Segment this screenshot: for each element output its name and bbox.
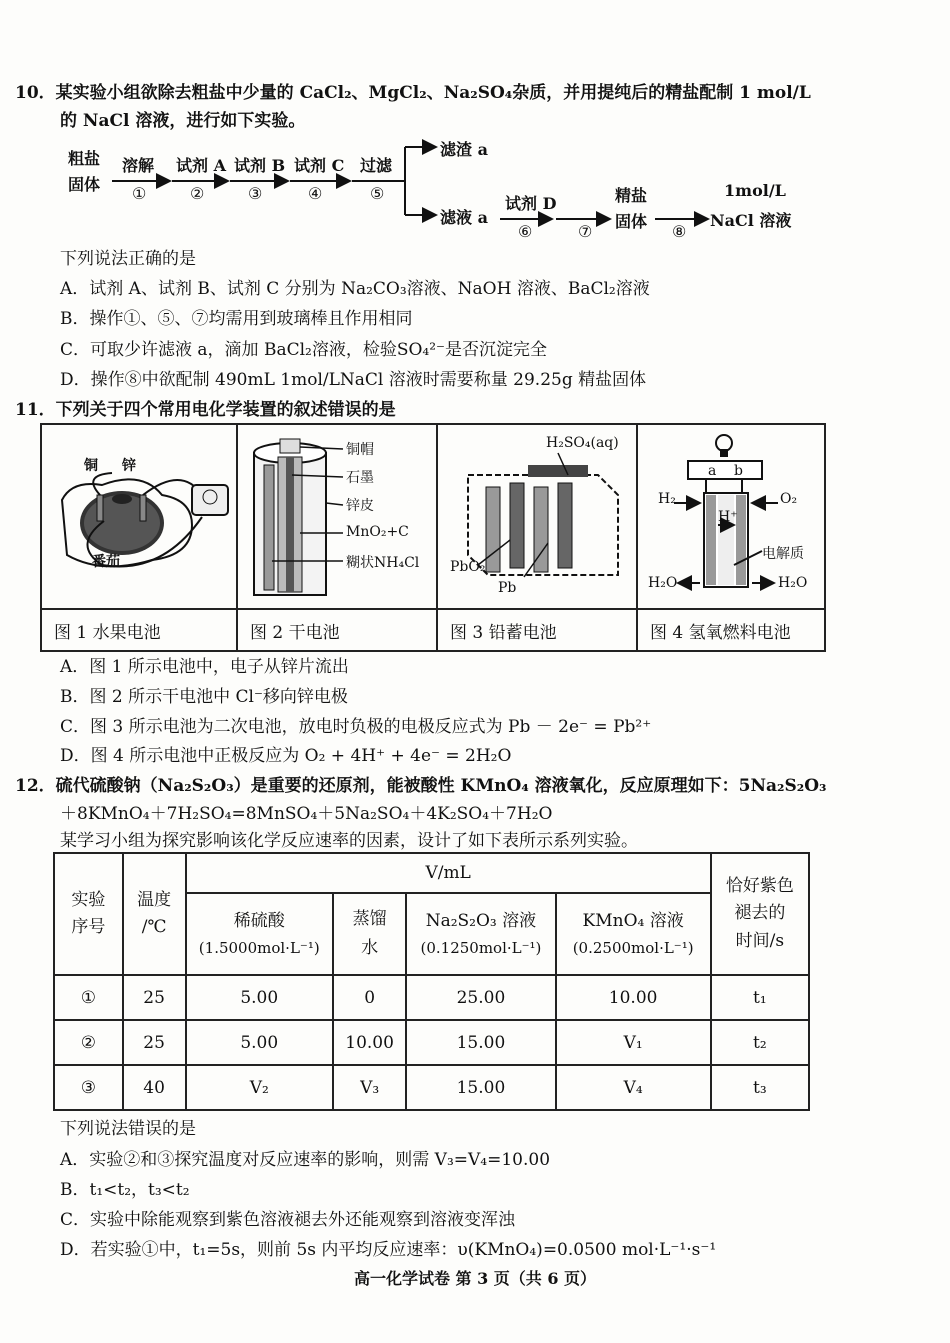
th-na2s2o3 [406,893,555,975]
th-exp-2: 序号 [71,917,106,937]
th-time-3: 时间/s [735,930,785,951]
flow-residue: 滤渣 a [440,140,488,159]
fig4-fuel-cell [638,425,824,650]
cell-temp: 25 [123,975,186,1020]
q12-option-c: C．实验中除能观察到紫色溶液褪去外还能观察到溶液变浑浊 [60,1210,516,1230]
fig4-b-label: b [734,463,743,479]
flow-num-1: ① [132,184,147,203]
th-time-2: 褪去的 [734,903,786,924]
flow-conc: 1mol/L [724,181,786,200]
q10-stem-line2: 的 NaCl 溶液，进行如下实验。 [60,111,306,131]
flow-num-2: ② [190,184,205,203]
fig1-tomato-label: 番茄 [92,554,120,570]
fig2-caption: 图 2 干电池 [238,608,436,650]
flow-step2: 试剂 A [176,156,226,175]
fig2-label-cap: 铜帽 [346,442,374,458]
page-footer: 高一化学试卷 第 3 页（共 6 页） [353,1269,597,1288]
flow-step4: 试剂 C [294,156,345,175]
cell-temp: 25 [123,1020,186,1065]
th-temp [123,853,186,975]
fig4-h2-label: H₂ [658,491,676,507]
lead-battery-drawing [438,425,636,608]
flow-start-2: 固体 [68,175,101,194]
flow-step3: 试剂 B [234,156,286,175]
cell-acid: 5.00 [186,975,333,1020]
th-time [711,853,809,975]
th-water-2: 水 [361,938,379,958]
cell-t: t₃ [711,1065,809,1110]
table-row [54,1065,809,1110]
fig4-water-left: H₂O [648,575,678,591]
flow-num-5: ⑤ [370,184,385,203]
fig2-label-nh4cl: 糊状NH₄Cl [346,555,420,571]
th-acid-1: 稀硫酸 [233,910,285,931]
flow-product: NaCl 溶液 [710,211,792,230]
th-volume: V/mL [186,853,711,893]
th-water [333,893,406,975]
th-na-2: (0.1250mol·L⁻¹) [420,938,542,957]
th-water-1: 蒸馏 [352,909,387,930]
th-acid-2: (1.5000mol·L⁻¹) [198,938,320,957]
th-temp-1: 温度 [137,889,172,910]
q10-prompt: 下列说法正确的是 [60,249,196,269]
fig4-a-label: a [708,463,717,479]
cell-k: V₄ [556,1065,711,1110]
th-exp-1: 实验 [71,889,106,910]
q12-option-a: A．实验②和③探究温度对反应速率的影响，则需 V₃=V₄=10.00 [60,1150,551,1170]
cell-no: ② [54,1020,123,1065]
cell-no: ③ [54,1065,123,1110]
q12-option-b: B．t₁<t₂，t₃<t₂ [60,1180,190,1200]
q11-option-c: C．图 3 所示电池为二次电池，放电时负极的电极反应式为 Pb － 2e⁻ = Pb²⁺ [60,717,652,737]
flow-step6: 试剂 D [505,194,557,213]
q12-stem-line2: ＋8KMnO₄＋7H₂SO₄=8MnSO₄＋5Na₂SO₄＋4K₂SO₄＋7H₂O [60,804,553,824]
q10-stem-line1: 10．某实验小组欲除去粗盐中少量的 CaCl₂、MgCl₂、Na₂SO₄杂质，并用提纯后的精盐配制 1 mol/L [15,83,811,103]
q10-option-b: B．操作①、⑤、⑦均需用到玻璃棒且作用相同 [60,309,413,329]
flow-salt-2: 固体 [615,212,648,231]
th-k-2: (0.2500mol·L⁻¹) [572,938,694,957]
q11-stem: 11．下列关于四个常用电化学装置的叙述错误的是 [15,400,396,420]
fig1-caption: 图 1 水果电池 [42,608,236,650]
fig3-acid-label: H₂SO₄(aq) [546,435,619,451]
fig2-label-mno2: MnO₂+C [346,524,409,540]
fig4-caption: 图 4 氢氧燃料电池 [638,608,824,650]
cell-no: ① [54,975,123,1020]
fig4-hplus-label: H⁺ [718,509,738,525]
cell-t: t₂ [711,1020,809,1065]
flow-num-3: ③ [248,184,263,203]
flow-salt-1: 精盐 [615,186,648,205]
q11-option-b: B．图 2 所示干电池中 Cl⁻移向锌电极 [60,687,348,707]
cell-water: 0 [333,975,406,1020]
fig2-label-zinc: 锌皮 [346,498,374,514]
flow-step1: 溶解 [122,156,155,175]
fig2-label-graphite: 石墨 [346,470,374,486]
fig1-fruit-battery [42,425,238,650]
table-row [54,975,809,1020]
th-k-1: KMnO₄ 溶液 [582,910,684,931]
q11-figure-table [40,423,826,652]
q12-experiment-table [53,852,810,1111]
fig2-dry-cell [238,425,438,650]
flow-num-4: ④ [308,184,323,203]
cell-na: 15.00 [406,1065,555,1110]
flow-start-1: 粗盐 [68,149,101,168]
flow-num-8: ⑧ [672,222,687,241]
cell-water: 10.00 [333,1020,406,1065]
flow-step5: 过滤 [360,156,393,175]
flow-arrows [0,0,950,260]
q10-option-d: D．操作⑧中欲配制 490mL 1mol/LNaCl 溶液时需要称量 29.25g 精盐固体 [60,370,647,390]
fig1-zinc-label: 锌 [122,458,136,474]
fig3-lead-battery [438,425,638,650]
q12-option-d: D．若实验①中，t₁=5s，则前 5s 内平均反应速率：υ(KMnO₄)=0.0500 mol·L⁻¹·s⁻¹ [60,1240,717,1260]
fig4-electrolyte-label: 电解质 [762,546,804,562]
q11-option-d: D．图 4 所示电池中正极反应为 O₂ + 4H⁺ + 4e⁻ = 2H₂O [60,746,512,766]
cell-temp: 40 [123,1065,186,1110]
flow-num-6: ⑥ [518,222,533,241]
th-kmno4 [556,893,711,975]
fig3-pb-label: Pb [498,580,517,596]
th-time-1: 恰好紫色 [725,876,794,897]
flow-filtrate: 滤液 a [440,208,488,227]
cell-water: V₃ [333,1065,406,1110]
fig4-water-right: H₂O [778,575,808,591]
q12-stem-line1: 12．硫代硫酸钠（Na₂S₂O₃）是重要的还原剂，能被酸性 KMnO₄ 溶液氧化，反应原理如下：5Na₂S₂O₃ [15,776,827,796]
q10-option-c: C．可取少许滤液 a，滴加 BaCl₂溶液，检验SO₄²⁻是否沉淀完全 [60,340,548,360]
table-row [54,1020,809,1065]
cell-t: t₁ [711,975,809,1020]
cell-na: 15.00 [406,1020,555,1065]
q10-option-a: A．试剂 A、试剂 B、试剂 C 分别为 Na₂CO₃溶液、NaOH 溶液、BaCl₂溶液 [60,279,650,299]
th-temp-2: /℃ [141,917,167,937]
fig1-copper-label: 铜 [84,458,98,474]
flow-num-7: ⑦ [578,222,593,241]
fruit-battery-drawing [42,425,236,608]
q12-prompt: 下列说法错误的是 [60,1119,196,1139]
q12-stem-line3: 某学习小组为探究影响该化学反应速率的因素，设计了如下表所示系列实验。 [60,831,638,851]
cell-k: 10.00 [556,975,711,1020]
q11-option-a: A．图 1 所示电池中，电子从锌片流出 [60,657,349,677]
th-acid [186,893,333,975]
fig3-caption: 图 3 铅蓄电池 [438,608,636,650]
cell-na: 25.00 [406,975,555,1020]
dry-cell-drawing [238,425,436,608]
fig4-o2-label: O₂ [780,491,798,507]
th-na-1: Na₂S₂O₃ 溶液 [425,910,537,931]
th-exp-no [54,853,123,975]
fig3-pbo2-label: PbO₂ [450,559,486,575]
cell-acid: 5.00 [186,1020,333,1065]
cell-acid: V₂ [186,1065,333,1110]
cell-k: V₁ [556,1020,711,1065]
